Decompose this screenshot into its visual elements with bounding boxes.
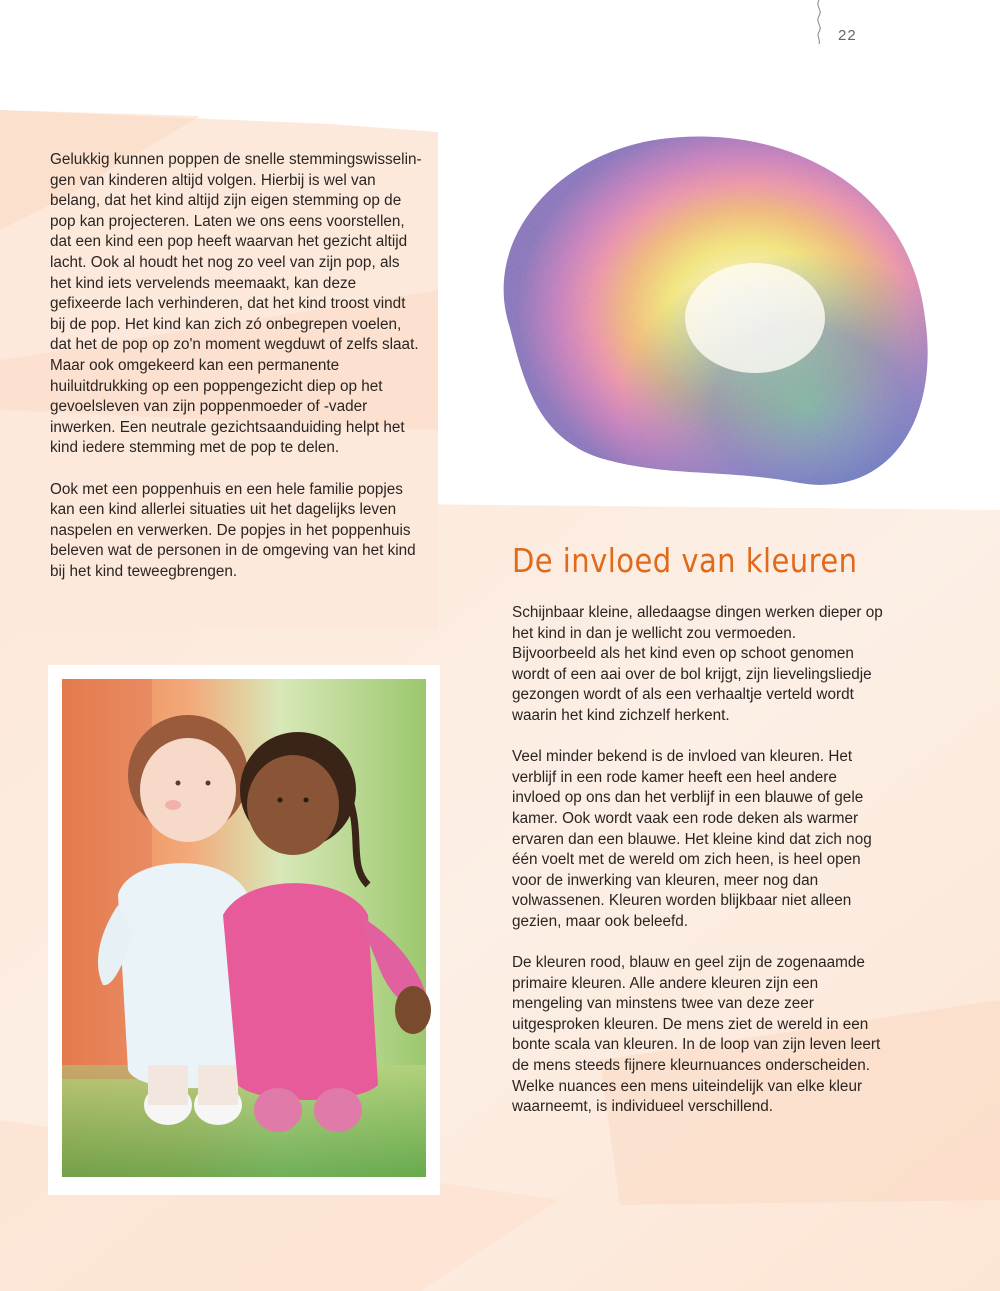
intro-paragraph-2: Ook met een poppenhuis en een hele familie popjes kan een kind allerlei situaties uit het dagelijks leven naspelen en verwerken. De popjes in het poppenhuis beleven wat de personen in de omgeving van het kind bij het kind teweegbrengen. [50, 480, 416, 580]
page-number: 22 [838, 27, 857, 44]
intro-paragraph-1: Gelukkig kunnen poppen de snelle stemmingswisselingen van kinderen altijd volgen. Hierbij is wel van belang, dat het kind altijd zijn eigen stemming op de pop kan projecteren. Laten we ons eens voorstellen, dat een kind een pop heeft waarvan het gezicht altijd lacht. Ook al houdt het nog zo veel van zijn pop, als het kind iets vervelends meemaakt, kan deze gefixeerde lach verhinderen, dat het kind troost vindt bij de pop. Het kind kan zich zó onbegrepen voelen, dat het de pop op zo'n moment wegduwt of zelfs slaat. Maar ook omgekeerd kan een permanente huiluitdrukking op een poppengezicht diep op het gevoelsleven van zijn poppenmoeder of -vader inwerken. Een neutrale gezichtsaanduiding helpt het kind iedere stemming met de pop te delen. [50, 151, 422, 457]
section-paragraph-3: De kleuren rood, blauw en geel zijn de zogenaamde primaire kleuren. Alle andere kleuren zijn een mengeling van minstens twee van deze zeer uitgesproken kleuren. De mens ziet de wereld in een bonte scala van kleuren. In de loop van zijn leven leert de mens steeds fijnere kleurnuances onderscheiden. Welke nuances een mens uiteindelijk van elke kleur waarneemt, is individueel verschillend. [512, 954, 881, 1116]
intro-text-column [50, 150, 422, 603]
section-paragraph-1: Schijnbaar kleine, alledaagse dingen werken dieper op het kind in dan je wellicht zou vermoeden. Bijvoorbeeld als het kind even op schoot genomen wordt of een aai over de bol krijgt, zijn lievelingsliedje gezongen wordt of als een verhaaltje verteld wordt waarin het kind zichzelf herkent. [512, 604, 883, 724]
two-dolls-illustration-icon [48, 665, 440, 1195]
section-paragraph-2: Veel minder bekend is de invloed van kleuren. Het verblijf in een rode kamer heeft een heel andere invloed op ons dan het verblijf in een blauwe of gele kamer. Ook wordt vaak een rode deken als warmer ervaren dan een blauwe. Het kleine kind dat zich nog één voelt met de wereld om zich heen, is heel open voor de inwerking van kleuren, meer nog dan volwassenen. Kleuren worden blijkbaar niet alleen gezien, maar ook beleefd. [512, 748, 872, 930]
rainbow-color-blob-icon [470, 118, 950, 508]
section-title: De invloed van kleuren [512, 541, 858, 580]
squiggle-line-icon [812, 0, 826, 44]
page-number-area [812, 0, 872, 50]
section-text-column [512, 603, 884, 1138]
